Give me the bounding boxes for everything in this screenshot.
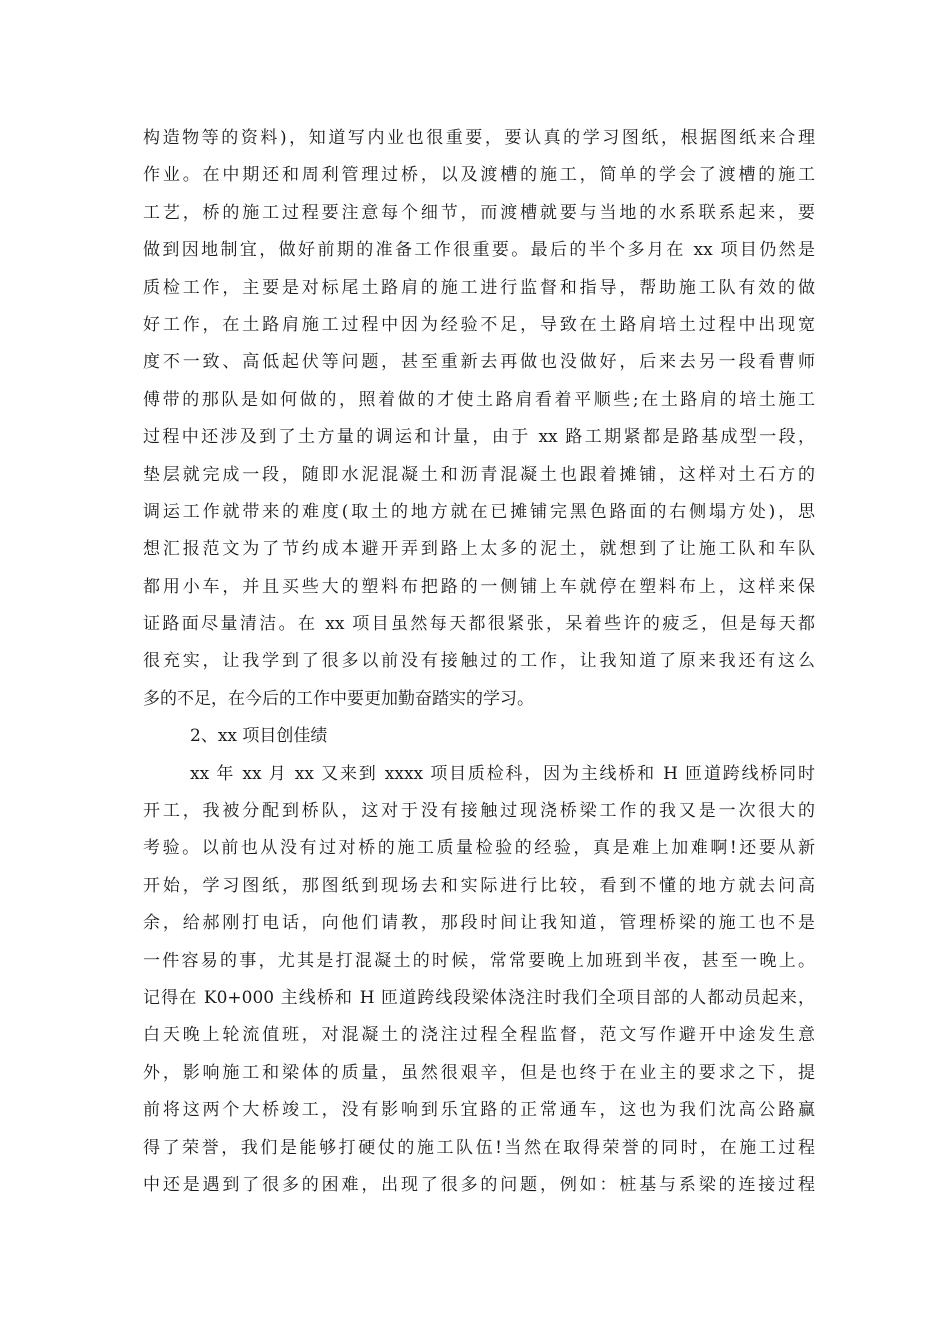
- document-body: [143, 120, 815, 1204]
- text-line: 开始，学习图纸，那图纸到现场去和实际进行比较，看到不懂的地方就去问高: [143, 875, 815, 896]
- text-line: 证路面尽量清洁。在 xx 项目虽然每天都很紧张，呆着些许的疲乏，但是每天都: [143, 614, 815, 635]
- text-line: xx 年 xx 月 xx 又来到 xxxx 项目质检科，因为主线桥和 H 匝道跨线桥同时: [190, 763, 815, 784]
- text-line: 工艺，桥的施工过程要注意每个细节，而渡槽就要与当地的水系联系起来，要: [143, 202, 815, 223]
- text-line: 开工，我被分配到桥队，这对于没有接触过现浇桥梁工作的我又是一次很大的: [143, 801, 815, 822]
- text-line: 很充实，让我学到了很多以前没有接触过的工作，让我知道了原来我还有这么: [143, 651, 815, 672]
- text-line: 构造物等的资料)，知道写内业也很重要，要认真的学习图纸，根据图纸来合理: [143, 128, 815, 148]
- text-line: 一件容易的事，尤其是打混凝土的时候，常常要晚上加班到半夜，甚至一晚上。: [143, 950, 815, 971]
- text-line: 度不一致、高低起伏等问题，甚至重新去再做也没做好，后来去另一段看曹师: [143, 352, 815, 373]
- text-line: 傅带的那队是如何做的，照着做的才使土路肩看着平顺些;在土路肩的培土施工: [143, 389, 815, 410]
- text-line: 中还是遇到了很多的困难，出现了很多的问题，例如：桩基与系梁的连接过程: [143, 1174, 815, 1195]
- section-heading: 2、xx 项目创佳绩: [190, 726, 328, 747]
- text-line: 调运工作就带来的难度(取土的地方就在已摊铺完黑色路面的右侧塌方处)，思: [143, 501, 815, 522]
- text-line: 得了荣誉，我们是能够打硬仗的施工队伍!当然在取得荣誉的同时，在施工过程: [143, 1137, 815, 1158]
- text-line: 想汇报范文为了节约成本避开弄到路上太多的泥土，就想到了让施工队和车队: [143, 539, 815, 560]
- text-line: 过程中还涉及到了土方量的调运和计量，由于 xx 路工期紧都是路基成型一段，: [143, 427, 815, 448]
- text-line: 做到因地制宜，做好前期的准备工作很重要。最后的半个多月在 xx 项目仍然是: [143, 240, 815, 261]
- text-line: 质检工作，主要是对标尾土路肩的施工进行监督和指导，帮助施工队有效的做: [143, 277, 815, 298]
- text-line: 垫层就完成一段，随即水泥混凝土和沥青混凝土也跟着摊铺，这样对土石方的: [143, 464, 815, 485]
- text-line: 多的不足，在今后的工作中要更加勤奋踏实的学习。: [143, 688, 534, 709]
- text-line: 考验。以前也从没有过对桥的施工质量检验的经验，真是难上加难啊!还要从新: [143, 838, 815, 859]
- text-line: 都用小车，并且买些大的塑料布把路的一侧铺上车就停在塑料布上，这样来保: [143, 576, 815, 597]
- text-line: 前将这两个大桥竣工，没有影响到乐宜路的正常通车，这也为我们沈高公路赢: [143, 1100, 815, 1121]
- text-line: 外，影响施工和梁体的质量，虽然很艰辛，但是也终于在业主的要求之下，提: [143, 1062, 815, 1083]
- text-line: 好工作，在土路肩施工过程中因为经验不足，导致在土路肩培土过程中出现宽: [143, 314, 815, 335]
- text-line: 作业。在中期还和周利管理过桥，以及渡槽的施工，简单的学会了渡槽的施工: [143, 165, 815, 186]
- text-line: 余，给郝刚打电话，向他们请教，那段时间让我知道，管理桥梁的施工也不是: [143, 913, 815, 934]
- text-line: 记得在 K0+000 主线桥和 H 匝道跨线段梁体浇注时我们全项目部的人都动员起来，: [143, 987, 815, 1008]
- text-line: 白天晚上轮流值班，对混凝土的浇注过程全程监督，范文写作避开中途发生意: [143, 1025, 815, 1046]
